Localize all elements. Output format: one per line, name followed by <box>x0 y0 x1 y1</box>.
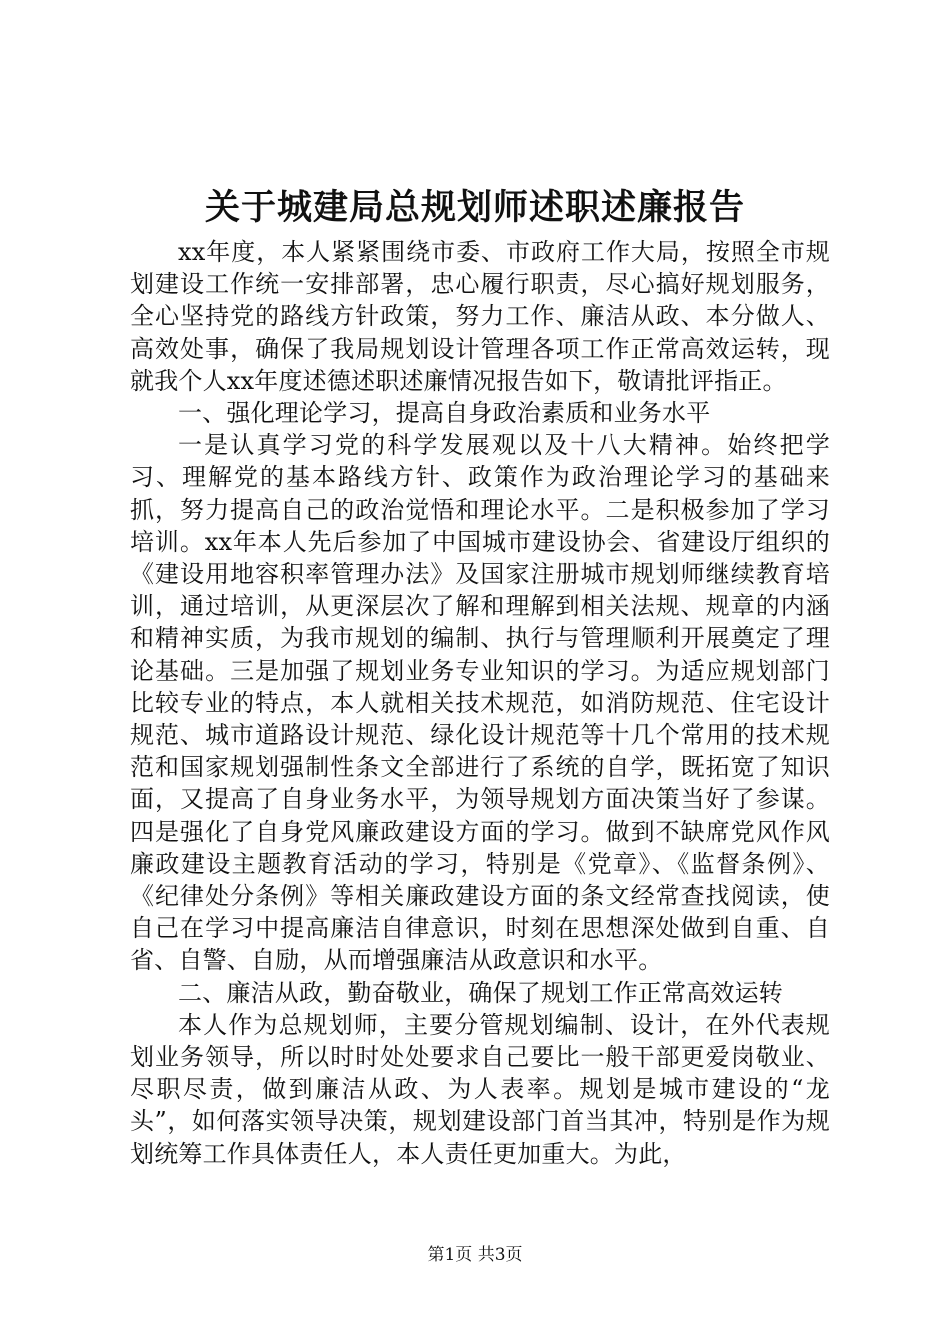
paragraph-section-2: 本人作为总规划师，主要分管规划编制、设计，在外代表规划业务领导，所以时时处处要求自己要比一般干部更爱岗敬业、尽职尽责，做到廉洁从政、为人表率。规划是城市建设的“龙头”，如何落实领导决策，规划建设部门首当其冲，特别是作为规划统筹工作具体责任人，本人责任更加重大。为此， <box>130 1010 830 1168</box>
section-heading-1: 一、强化理论学习，提高自身政治素质和业务水平 <box>178 399 711 428</box>
paragraph-intro: xx年度，本人紧紧围绕市委、市政府工作大局，按照全市规划建设工作统一安排部署，忠心履行职责，尽心搞好规划服务，全心坚持党的路线方针政策，努力工作、廉洁从政、本分做人、高效处事，确保了我局规划设计管理各项工作正常高效运转，现就我个人xx年度述德述职述廉情况报告如下，敬请批评指正。 <box>130 238 830 395</box>
paragraph-section-1: 一是认真学习党的科学发展观以及十八大精神。始终把学习、理解党的基本路线方针、政策作为政治理论学习的基础来抓，努力提高自己的政治觉悟和理论水平。二是积极参加了学习培训。xx年本人先后参加了中国城市建设协会、省建设厅组织的《建设用地容积率管理办法》及国家注册城市规划师继续教育培训，通过培训，从更深层次了解和理解到相关法规、规章的内涵和精神实质，为我市规划的编制、执行与管理顺利开展奠定了理论基础。三是加强了规划业务专业知识的学习。为适应规划部门比较专业的特点，本人就相关技术规范，如消防规范、住宅设计规范、城市道路设计规范、绿化设计规范等十几个常用的技术规范和国家规划强制性条文全部进行了系统的自学，既拓宽了知识面，又提高了自身业务水平，为领导规划方面决策当好了参谋。四是强化了自身党风廉政建设方面的学习。做到不缺席党风作风廉政建设主题教育活动的学习，特别是《党章》、《监督条例》、《纪律处分条例》等相关廉政建设方面的条文经常查找阅读，使自己在学习中提高廉洁自律意识，时刻在思想深处做到自重、自省、自警、自励，从而增强廉洁从政意识和水平。 <box>130 431 830 975</box>
page-number-footer: 第1页 共3页 <box>427 1245 523 1265</box>
document-body <box>130 236 830 1170</box>
document-title: 关于城建局总规划师述职述廉报告 <box>204 187 745 228</box>
section-heading-2: 二、廉洁从政，勤奋敬业，确保了规划工作正常高效运转 <box>178 978 783 1007</box>
